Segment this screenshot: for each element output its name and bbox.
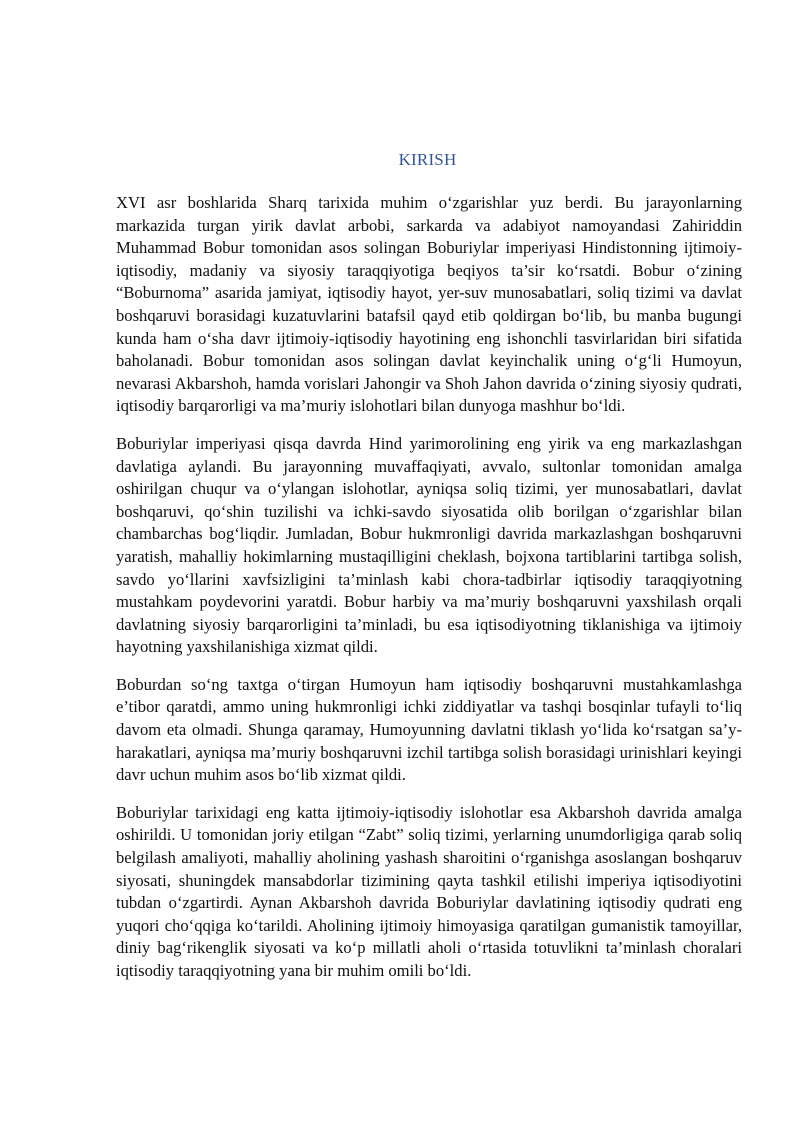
paragraph-4: Boburiylar tarixidagi eng katta ijtimoiy-iqtisodiy islohotlar esa Akbarshoh davrida amalga oshirildi. U tomonidan joriy etilgan “Zabt” soliq tizimi, yerlarning unumdorligiga qarab soliq belgilash amaliyoti, mahalliy aholining yashash sharoitini o‘rganishga asoslangan boshqaruv siyosati, shuningdek mansabdorlar tizimining qayta tashkil etilishi imperiya iqtisodiyotini tubdan o‘zgartirdi. Aynan Akbarshoh davrida Boburiylar davlatining iqtisodiy qudrati eng yuqori cho‘qqiga ko‘tarildi. Aholining ijtimoiy himoyasiga qaratilgan gumanistik tamoyillar, diniy bag‘rikenglik siyosati va ko‘p millatli aholi o‘rtasida totuvlikni ta’minlash choralari iqtisodiy taraqqiyotning yana bir muhim omili bo‘ldi. <box>116 802 742 980</box>
section-heading: KIRISH <box>398 150 457 169</box>
paragraph-1: XVI asr boshlarida Sharq tarixida muhim o‘zgarishlar yuz berdi. Bu jarayonlarning markazida turgan yirik davlat arbobi, sarkarda va adabiyot namoyandasi Zahiriddin Muhammad Bobur tomonidan asos solingan Boburiylar imperiyasi Hindistonning ijtimoiy-iqtisodiy, madaniy va siyosiy taraqqiyotiga beqiyos ta’sir ko‘rsatdi. Bobur o‘zining “Boburnoma” asarida jamiyat, iqtisodiy hayot, yer-suv munosabatlari, soliq tizimi va davlat boshqaruvi borasidagi kuzatuvlarini batafsil qayd etib qoldirgan bo‘lib, bu manba bugungi kunda ham o‘sha davr ijtimoiy-iqtisodiy hayotining eng ishonchli tasvirlaridan biri sifatida baholanadi. Bobur tomonidan asos solingan davlat keyinchalik uning o‘g‘li Humoyun, nevarasi Akbarshoh, hamda vorislari Jahongir va Shoh Jahon davrida o‘zining siyosiy qudrati, iqtisodiy barqarorligi va ma’muriy islohotlari bilan dunyoga mashhur bo‘ldi. <box>116 193 742 416</box>
paragraph-2: Boburiylar imperiyasi qisqa davrda Hind yarimorolining eng yirik va eng markazlashgan davlatiga aylandi. Bu jarayonning muvaffaqiyati, avvalo, sultonlar tomonidan amalga oshirilgan chuqur va o‘ylangan islohotlar, ayniqsa soliq tizimi, yer munosabatlari, davlat boshqaruvi, qo‘shin tuzilishi va ichki-savdo siyosatida olib borilgan o‘zgarishlar bilan chambarchas bog‘liqdir. Jumladan, Bobur hukmronligi davrida markazlashgan boshqaruvni yaratish, mahalliy hokimlarning mustaqilligini cheklash, bojxona tartiblarini tartibga solish, savdo yo‘llarini xavfsizligini ta’minlash kabi chora-tadbirlar iqtisodiy taraqqiyotning mustahkam poydevorini yaratdi. Bobur harbiy va ma’muriy boshqaruvni yaxshilash orqali davlatning siyosiy barqarorligini ta’minladi, bu esa iqtisodiyotning tiklanishiga va ijtimoiy hayotning yaxshilanishiga xizmat qildi. <box>116 433 742 657</box>
document-body <box>116 192 742 998</box>
paragraph-3: Boburdan so‘ng taxtga o‘tirgan Humoyun ham iqtisodiy boshqaruvni mustahkamlashga e’tibor qaratdi, ammo uning hukmronligi ichki ziddiyatlar va tashqi bosqinlar tufayli to‘liq davom eta olmadi. Shunga qaramay, Humoyunning davlatni tiklash yo‘lida ko‘rsatgan sa’y-harakatlari, ayniqsa ma’muriy boshqaruvni izchil tartibga solish borasidagi urinishlari keyingi davr uchun muhim asos bo‘lib xizmat qildi. <box>116 674 742 785</box>
